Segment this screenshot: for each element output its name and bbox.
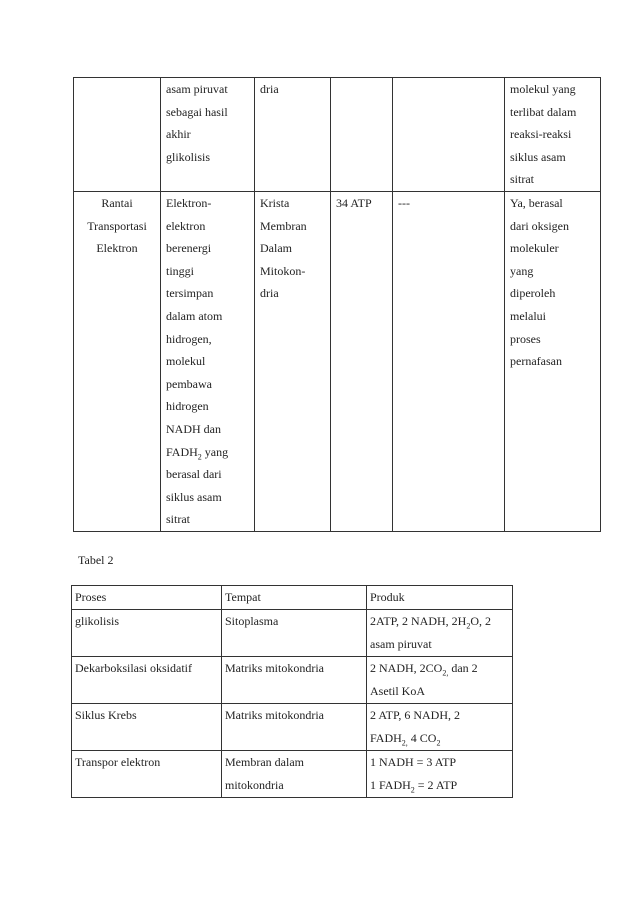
cell-proses: Dekarboksilasi oksidatif (72, 657, 222, 704)
cell-tempat: Matriks mitokondria (222, 704, 367, 751)
tempat-line: mitokondria (225, 778, 284, 792)
table-row (72, 704, 513, 751)
text-line: pembawa (166, 376, 212, 391)
text-line: berenergi (166, 241, 212, 256)
text-line: pernafasan (510, 354, 562, 369)
text-line: asam piruvat (166, 82, 228, 96)
table-row (72, 657, 513, 704)
text: FADH (370, 731, 402, 745)
subscript: 2 (197, 451, 202, 461)
cell-proses: Transpor elektron (72, 751, 222, 798)
text-line: tersimpan (166, 286, 214, 301)
produk-line: 1 NADH = 3 ATP (370, 755, 457, 769)
text-line: sitrat (166, 512, 190, 527)
produk-line (370, 774, 509, 797)
text-line: NADH dan (166, 421, 221, 436)
text-line: Rantai (101, 195, 133, 210)
produk-line (370, 727, 509, 750)
text-line: sitrat (510, 172, 534, 187)
text-line: dari oksigen (510, 218, 569, 233)
text-line: reaksi-reaksi (510, 127, 572, 142)
atp-value: 34 ATP (336, 195, 372, 210)
header-produk: Produk (367, 586, 513, 610)
text: O, 2 (470, 614, 492, 628)
header-proses: Proses (72, 586, 222, 610)
desc-lines-tail (166, 463, 249, 531)
cell-produk (367, 657, 513, 704)
produk-line (370, 610, 509, 633)
cell-proses (74, 78, 161, 192)
table-row (72, 610, 513, 657)
cell-tempat (255, 78, 331, 192)
cell-tempat: Matriks mitokondria (222, 657, 367, 704)
cell-keterangan (505, 78, 601, 192)
cell-proses: Siklus Krebs (72, 704, 222, 751)
text-line: molekul yang (510, 82, 576, 96)
text-line: molekul (166, 354, 206, 369)
dash-value: --- (398, 195, 410, 210)
text-line: tinggi (166, 263, 195, 278)
text-line: proses (510, 331, 541, 346)
cell-lain (393, 191, 505, 531)
text-line: Elektron (96, 241, 138, 256)
text: 1 FADH (370, 778, 411, 792)
text-line: siklus asam (510, 149, 566, 164)
table-2 (71, 585, 513, 798)
text: 2ATP, 2 NADH, 2H (370, 614, 467, 628)
subscript: 2, (401, 738, 408, 748)
subscript: 2 (410, 785, 415, 795)
header-tempat: Tempat (222, 586, 367, 610)
text: yang (201, 444, 229, 459)
table-row (74, 191, 601, 531)
table-row (74, 78, 601, 192)
cell-produk (367, 610, 513, 657)
produk-line: 2 ATP, 6 NADH, 2 (370, 708, 461, 722)
text-line: dalam atom (166, 308, 223, 323)
text-line: melalui (510, 308, 546, 323)
cell-atp (331, 78, 393, 192)
subscript: 2 (436, 738, 441, 748)
cell-lain (393, 78, 505, 192)
text-line: glikolisis (166, 149, 211, 164)
text-line: Dalam (260, 241, 292, 256)
produk-line: Asetil KoA (370, 684, 425, 698)
text-line: Ya, berasal (510, 195, 563, 210)
tempat-line: Membran dalam (225, 755, 304, 769)
text-line: dria (260, 286, 279, 301)
cell-keterangan (505, 191, 601, 531)
table-row (72, 751, 513, 798)
desc-lines (166, 192, 249, 441)
text-line: hidrogen (166, 399, 209, 414)
text-line: Membran (260, 218, 307, 233)
cell-tempat (222, 751, 367, 798)
text-line: berasal dari (166, 467, 222, 482)
text-line: diperoleh (510, 286, 556, 301)
cell-deskripsi (161, 191, 255, 531)
text-line: Mitokon- (260, 263, 306, 278)
text: dan 2 (448, 661, 478, 675)
text-line: elektron (166, 218, 206, 233)
table-header-row (72, 586, 513, 610)
text-line: molekuler (510, 241, 559, 256)
text: 4 CO (407, 731, 437, 745)
cell-proses (74, 191, 161, 531)
cell-produk (367, 704, 513, 751)
text: FADH (166, 444, 198, 459)
text-line: siklus asam (166, 489, 222, 504)
fadh-line (166, 441, 249, 464)
text-line: hidrogen, (166, 331, 212, 346)
text-line: akhir (166, 127, 191, 142)
cell-produk (367, 751, 513, 798)
text-line: sebagai hasil (166, 104, 228, 119)
text-line: dria (260, 82, 279, 96)
text-line: terlibat dalam (510, 104, 577, 119)
text-line: Elektron- (166, 195, 212, 210)
cell-tempat: Sitoplasma (222, 610, 367, 657)
text: = 2 ATP (414, 778, 458, 792)
produk-line (370, 657, 509, 680)
text-line: yang (510, 263, 534, 278)
text-line: Transportasi (87, 218, 147, 233)
cell-tempat (255, 191, 331, 531)
cell-proses: glikolisis (72, 610, 222, 657)
subscript: 2, (442, 668, 449, 678)
table-1 (73, 77, 601, 532)
text: 2 NADH, 2CO (370, 661, 443, 675)
cell-deskripsi (161, 78, 255, 192)
subscript: 2 (466, 621, 471, 631)
table-caption: Tabel 2 (78, 553, 114, 567)
text-line: Krista (260, 195, 290, 210)
produk-line: asam piruvat (370, 637, 432, 651)
cell-atp (331, 191, 393, 531)
